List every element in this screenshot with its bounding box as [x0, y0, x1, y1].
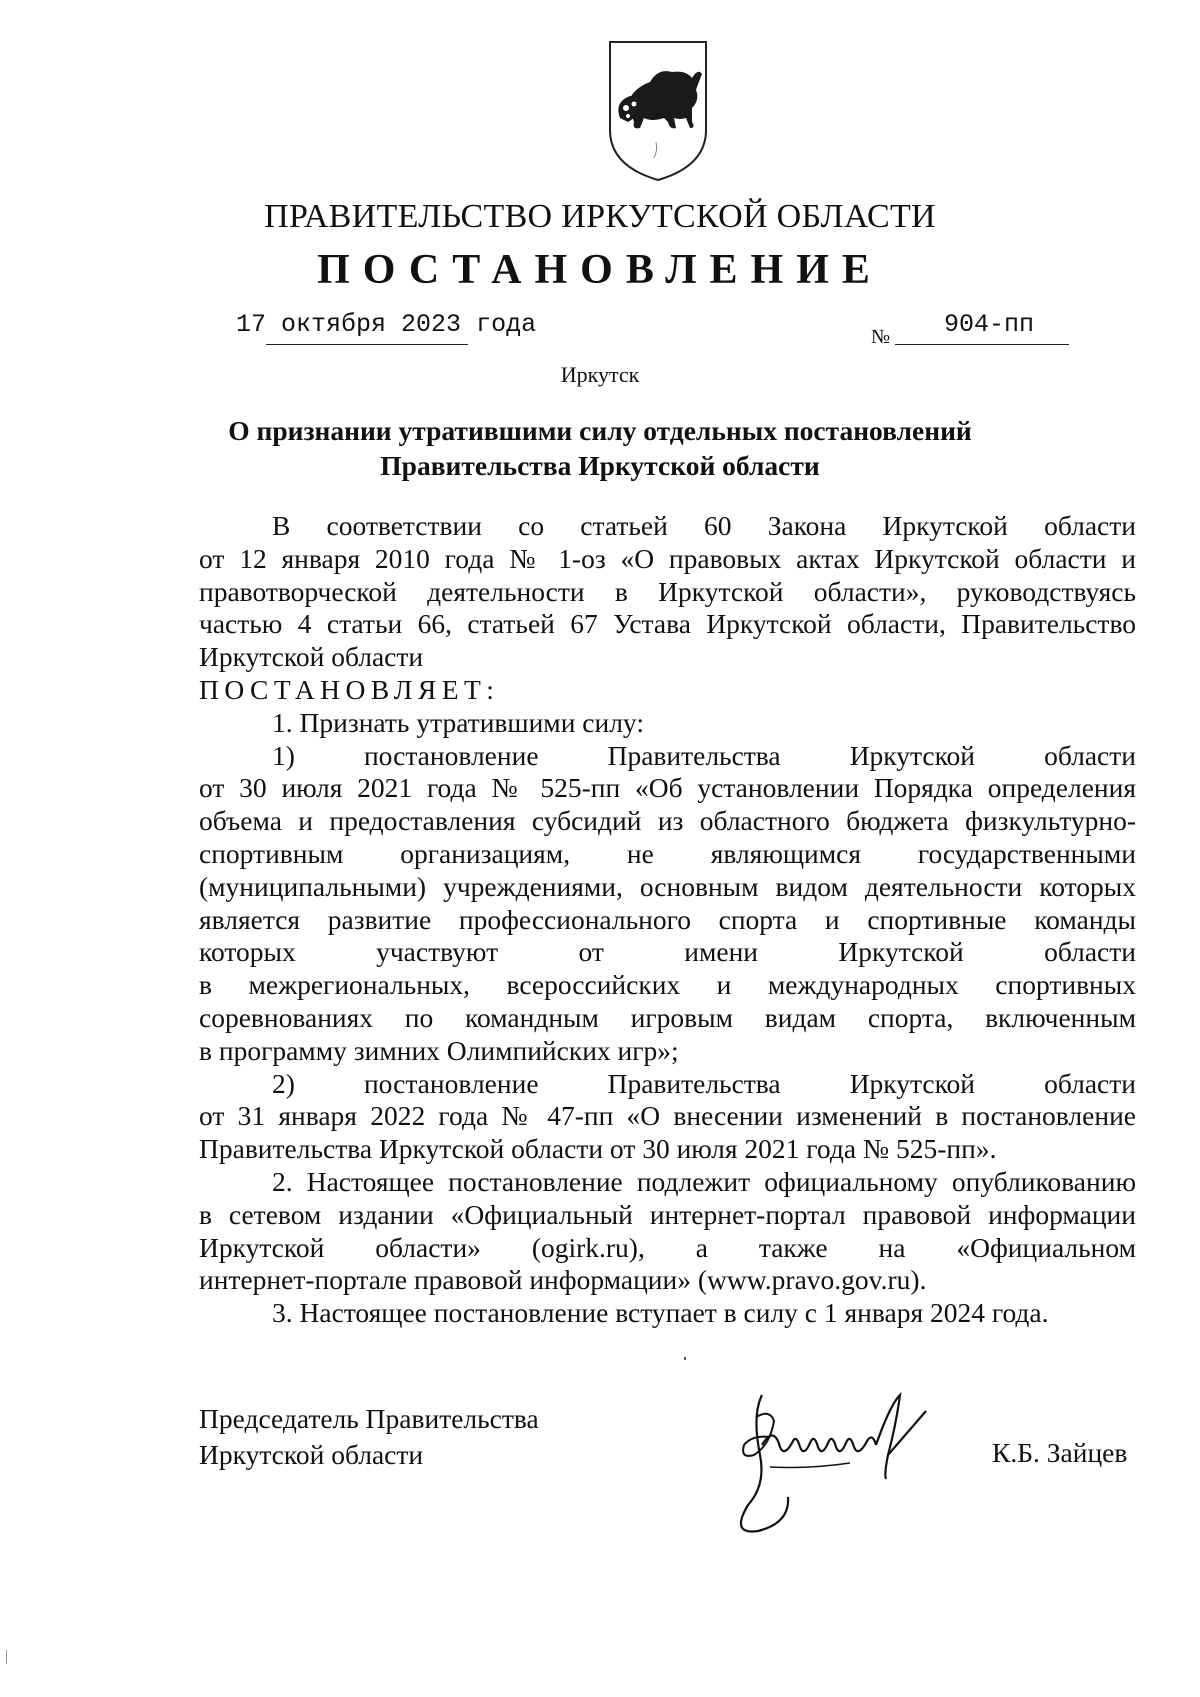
document-type: ПОСТАНОВЛЕНИЕ [317, 247, 883, 293]
subitem-1-line: соревнованиях по командным игровым видам спорта, включенным [199, 1001, 1136, 1033]
preamble-line: В соответствии со статьей 60 Закона Иркутской области [272, 510, 1136, 541]
signatory-position [199, 1401, 539, 1473]
position-line: Иркутской области [199, 1439, 424, 1470]
preamble-line: от 12 января 2010 года № 1-оз «О правовых актах Иркутской области и [199, 542, 1136, 574]
date-month-year: октября 2023 [281, 310, 462, 339]
subitem-1-line: объема и предоставления субсидий из областного бюджета физкультурно- [199, 805, 1136, 837]
title-line: Правительства Иркутской области [380, 450, 820, 481]
item-3: 3. Настоящее постановление вступает в силу с 1 января 2024 года. [272, 1297, 1049, 1329]
government-name: ПРАВИТЕЛЬСТВО ИРКУТСКОЙ ОБЛАСТИ [264, 198, 936, 235]
resolves-word: ПОСТАНОВЛЯЕТ: [199, 673, 500, 705]
scan-mark [6, 1650, 7, 1664]
date-day: 17 [236, 310, 267, 339]
decree-date [236, 310, 536, 339]
signatory-name: К.Б. Зайцев [992, 1437, 1128, 1468]
title-line: О признании утратившими силу отдельных постановлений [228, 415, 972, 446]
city: Иркутск [560, 362, 640, 387]
subitem-2-line: 2) постановление Правительства Иркутской области [272, 1067, 1136, 1099]
item-2-line: Иркутской области» (ogirk.ru), а также на «Официальном [199, 1231, 1136, 1263]
number-sign: № [871, 326, 891, 348]
position-line: Председатель Правительства [199, 1403, 539, 1434]
number-underline [895, 344, 1069, 345]
date-suffix: года [476, 310, 537, 339]
subitem-2-line: от 31 января 2022 года № 47-пп «О внесении изменений в постановление [199, 1100, 1136, 1132]
subitem-1-line: является развитие профессионального спорта и спортивные команды [199, 903, 1136, 935]
decree-title [0, 413, 1200, 483]
subitem-1-line: от 30 июля 2021 года № 525-пп «Об установлении Порядка определения [199, 772, 1136, 804]
preamble-line: частью 4 статьи 66, статьей 67 Устава Иркутской области, Правительство [199, 608, 1136, 640]
date-underline [266, 344, 468, 345]
scan-speck [684, 1357, 686, 1360]
subitem-1-line: спортивным организациям, не являющимся государственными [199, 837, 1136, 869]
item-2-line: 2. Настоящее постановление подлежит официальному опубликованию [272, 1165, 1136, 1197]
subitem-1-line: в межрегиональных, всероссийских и международных спортивных [199, 969, 1136, 1001]
decree-body [199, 510, 1136, 1330]
item-2-line: интернет-портале правовой информации» (www.pravo.gov.ru). [199, 1264, 927, 1296]
item-1-intro: 1. Признать утратившими силу: [272, 706, 644, 738]
subitem-2-line: Правительства Иркутской области от 30 июля 2021 года № 525-пп». [199, 1133, 997, 1165]
coat-of-arms-icon [606, 38, 710, 184]
item-2-line: в сетевом издании «Официальный интернет-портал правовой информации [199, 1198, 1136, 1230]
decree-number: 904-пп [944, 310, 1035, 339]
preamble-line: Иркутской области [199, 641, 424, 673]
subitem-1-line: в программу зимних Олимпийских игр»; [199, 1034, 679, 1066]
preamble-line: правотворческой деятельности в Иркутской области», руководствуясь [199, 575, 1136, 607]
handwritten-signature [700, 1385, 1000, 1545]
subitem-1-line: которых участвуют от имени Иркутской области [199, 936, 1136, 968]
subitem-1-line: (муниципальными) учреждениями, основным видом деятельности которых [199, 870, 1136, 902]
subitem-1-line: 1) постановление Правительства Иркутской области [272, 739, 1136, 771]
